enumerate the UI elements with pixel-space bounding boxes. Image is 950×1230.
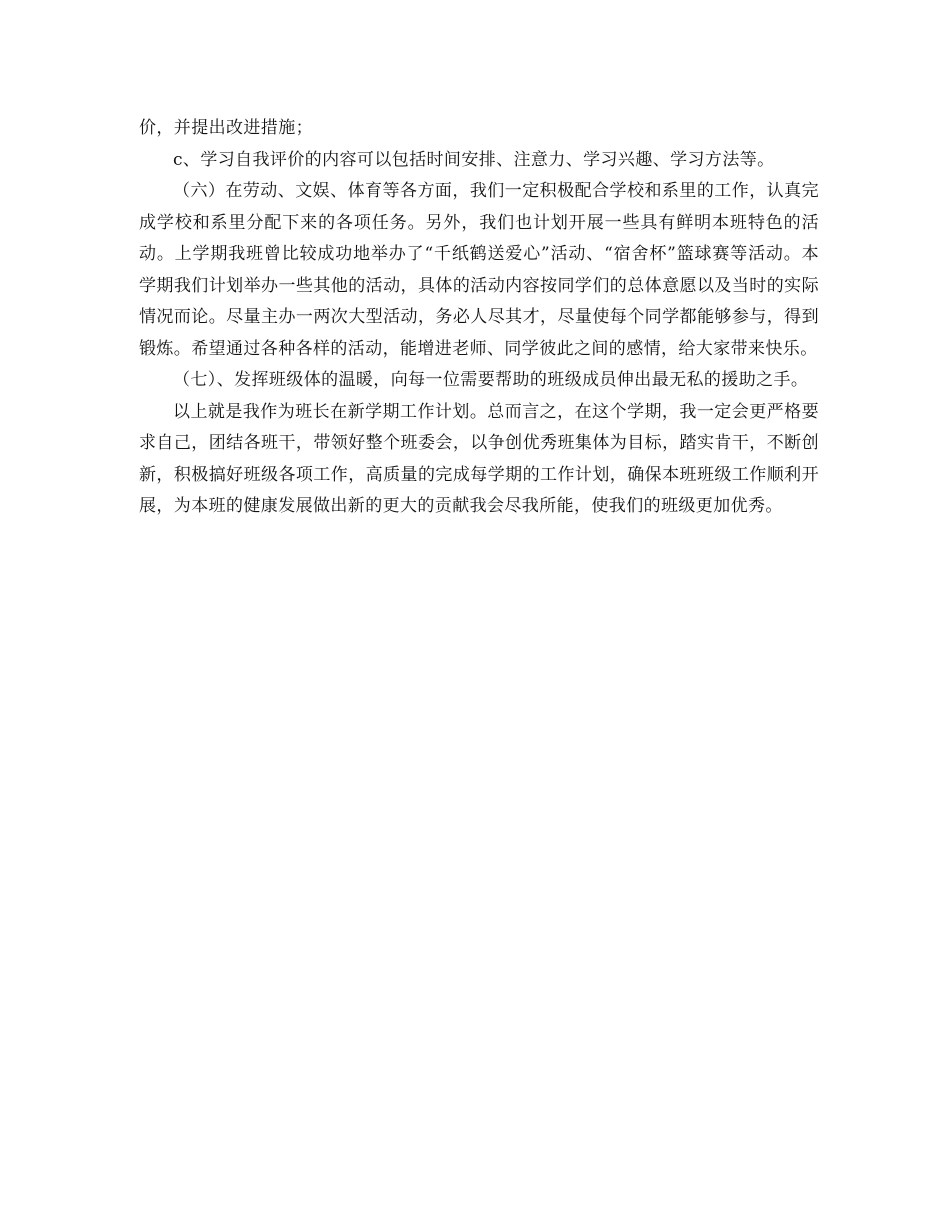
paragraph-section-seven: （七）、发挥班级体的温暖，向每一位需要帮助的班级成员伸出最无私的援助之手。	[173, 370, 809, 390]
paragraph-conclusion: 以上就是我作为班长在新学期工作计划。总而言之，在这个学期，我一定会更严格要求自己，团结各班干，带领好整个班委会，以争创优秀班集体为目标，踏实肯干，不断创新，积极搞好班级各项工作，高质量的完成每学期的工作计划，确保本班班级工作顺利开展，为本班的健康发展做出新的更大的贡献我会尽我所能，使我们的班级更加优秀。	[139, 401, 819, 516]
paragraph-continuation: 价，并提出改进措施；	[139, 118, 313, 138]
paragraph-self-evaluation: c、学习自我评价的内容可以包括时间安排、注意力、学习兴趣、学习方法等。	[173, 149, 775, 170]
document-page	[139, 113, 819, 523]
paragraph-section-six: （六）在劳动、文娱、体育等各方面，我们一定积极配合学校和系里的工作，认真完成学校和系里分配下来的各项任务。另外，我们也计划开展一些具有鲜明本班特色的活动。上学期我班曾比较成功地举办了“千纸鹤送爱心”活动、“宿舍杯”篮球赛等活动。本学期我们计划举办一些其他的活动，具体的活动内容按同学们的总体意愿以及当时的实际情况而论。尽量主办一两次大型活动，务必人尽其才，尽量使每个同学都能够参与，得到锻炼。希望通过各种各样的活动，能增进老师、同学彼此之间的感情，给大家带来快乐。	[139, 181, 819, 359]
